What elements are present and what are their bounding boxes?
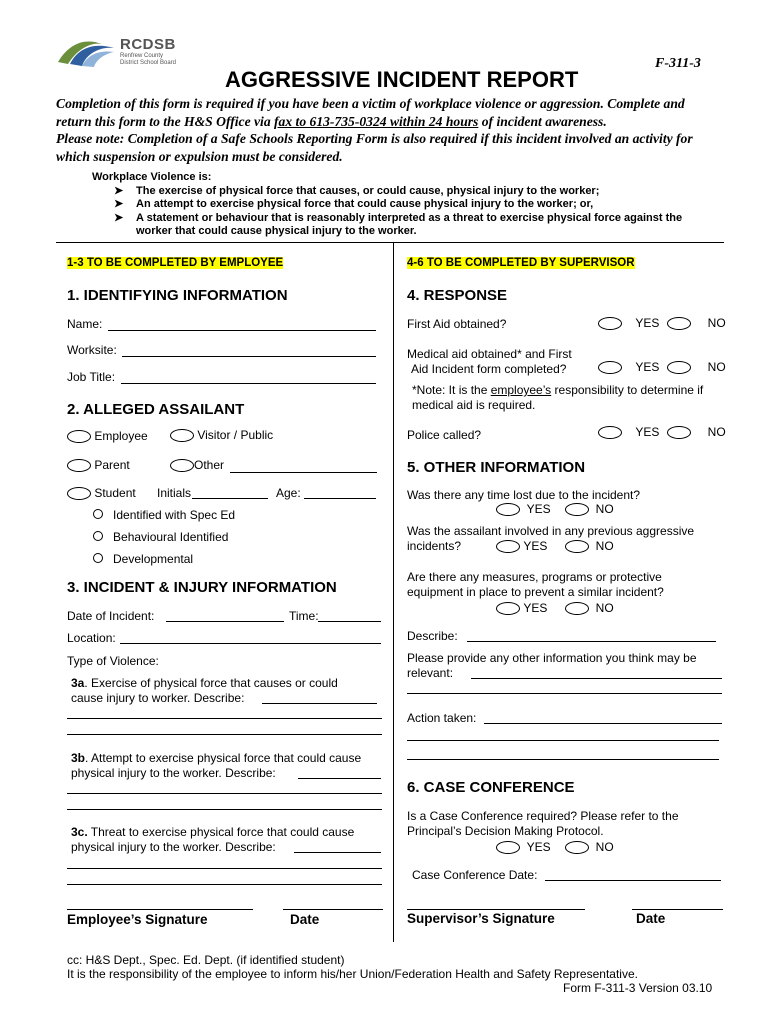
job-title-field[interactable]	[121, 369, 376, 384]
developmental-radio[interactable]	[93, 553, 103, 563]
worksite-field[interactable]	[122, 342, 376, 357]
time-lost-yes-radio[interactable]	[496, 503, 520, 516]
previous-incidents-label: Was the assailant involved in any previous aggressive incidents?	[407, 524, 695, 553]
police-no-radio[interactable]	[667, 426, 691, 439]
action-taken-label: Action taken:	[407, 711, 477, 725]
parent-radio[interactable]	[67, 459, 91, 472]
case-conference-question: Is a Case Conference required? Please refer to the Principal’s Decision Making Protocol.	[407, 809, 679, 838]
name-field[interactable]	[108, 316, 376, 331]
intro-text-b: of incident awareness.	[478, 113, 607, 129]
type-3c-text: Threat to exercise physical force that could cause physical injury to the worker. Describe:	[71, 825, 355, 854]
page-title: AGGRESSIVE INCIDENT REPORT	[225, 67, 579, 92]
previous-incidents-no-radio[interactable]	[565, 540, 589, 553]
medical-aid-yes[interactable]	[598, 360, 659, 374]
medical-aid-line-1: Medical aid obtained* and First	[407, 347, 572, 361]
action-taken-field-3[interactable]	[407, 747, 719, 760]
student-option[interactable]	[67, 486, 136, 500]
intro-text	[56, 95, 716, 165]
type-3b-field-1[interactable]	[67, 781, 382, 794]
action-taken-field-2[interactable]	[407, 728, 719, 741]
name-field-row	[67, 317, 102, 331]
case-conference-date-label: Case Conference Date:	[412, 868, 538, 882]
employee-date-field[interactable]	[283, 897, 383, 910]
type-3b-inline-field[interactable]	[298, 765, 381, 779]
medical-note-emphasis: employee’s	[490, 383, 552, 397]
yes-label: YES	[526, 840, 551, 854]
measures-label: Are there any measures, programs or protective equipment in place to prevent a similar incident?	[407, 570, 664, 599]
developmental-label: Developmental	[113, 552, 194, 566]
other-info-field-1[interactable]	[471, 666, 722, 679]
yes-label: YES	[635, 425, 660, 439]
violence-heading: Workplace Violence is:	[92, 171, 212, 183]
type-3b-text: . Attempt to exercise physical force that could cause physical injury to the worker. Describe:	[71, 751, 362, 780]
arrow-bullet-icon: ➤	[114, 184, 124, 197]
form-code: F-311-3	[655, 56, 701, 71]
date-of-incident-field[interactable]	[166, 608, 284, 622]
behavioural-label: Behavioural Identified	[113, 530, 229, 544]
other-field[interactable]	[230, 459, 377, 473]
case-conference-no-radio[interactable]	[565, 841, 589, 854]
first-aid-yes[interactable]	[598, 316, 659, 330]
type-3c-field-1[interactable]	[67, 856, 382, 869]
time-field[interactable]	[318, 608, 381, 622]
police-no[interactable]	[667, 425, 726, 439]
type-3a-field-1[interactable]	[67, 706, 382, 719]
visitor-radio[interactable]	[170, 429, 194, 442]
spec-ed-radio[interactable]	[93, 509, 103, 519]
behavioural-radio[interactable]	[93, 531, 103, 541]
medical-note-b: responsibility to determine if medical aid is required.	[412, 383, 704, 412]
first-aid-no[interactable]	[667, 316, 726, 330]
time-lost-label: Was there any time lost due to the incident?	[407, 488, 641, 502]
medical-note-a: *Note: It is the	[412, 383, 491, 397]
type-3c-inline-field[interactable]	[294, 839, 381, 853]
rcdsb-logo	[56, 36, 216, 70]
type-3a-text: . Exercise of physical force that causes or could cause injury to worker. Describe:	[71, 676, 338, 705]
supervisor-signature-field[interactable]	[407, 897, 585, 910]
police-yes[interactable]	[598, 425, 659, 439]
type-3b-label: 3b	[71, 751, 86, 765]
time-lost-no[interactable]	[565, 502, 614, 516]
other-label: Other	[194, 458, 225, 472]
parent-label: Parent	[94, 458, 130, 472]
violence-definition	[92, 171, 712, 239]
previous-incidents-yes[interactable]	[496, 539, 547, 553]
arrow-bullet-icon: ➤	[114, 211, 124, 224]
case-conference-no[interactable]	[565, 840, 614, 854]
action-taken-field-1[interactable]	[484, 710, 722, 724]
developmental-option[interactable]	[93, 552, 193, 566]
logo-swoosh-icon	[56, 36, 116, 68]
other-info-field-2[interactable]	[407, 681, 722, 694]
type-3a-label: 3a	[71, 676, 85, 690]
section-2-title: 2. ALLEGED ASSAILANT	[67, 401, 245, 418]
initials-label: Initials	[157, 486, 192, 500]
type-3a-field-2[interactable]	[67, 722, 382, 735]
yes-label: YES	[523, 601, 548, 615]
employee-signature-field[interactable]	[67, 897, 253, 910]
time-label: Time:	[289, 609, 319, 623]
top-divider	[56, 242, 724, 243]
employee-signature-label: Employee’s Signature	[67, 912, 208, 927]
employee-label: Employee	[94, 429, 148, 443]
medical-aid-no[interactable]	[667, 360, 726, 374]
measures-yes[interactable]	[496, 601, 547, 615]
initials-field[interactable]	[192, 485, 268, 499]
case-conference-yes[interactable]	[496, 840, 551, 854]
behavioural-option[interactable]	[93, 530, 228, 544]
supervisor-signature-label: Supervisor’s Signature	[407, 911, 555, 926]
no-label: NO	[595, 539, 614, 553]
yes-label: YES	[526, 502, 551, 516]
visitor-label: Visitor / Public	[197, 428, 274, 442]
age-field[interactable]	[304, 485, 376, 499]
measures-yes-radio[interactable]	[496, 602, 520, 615]
fax-instruction: fax to 613-735-0324 within 24 hours	[274, 113, 479, 129]
medical-note	[412, 383, 724, 413]
section-1-title: 1. IDENTIFYING INFORMATION	[67, 287, 288, 304]
type-3c-field-2[interactable]	[67, 872, 382, 885]
no-label: NO	[707, 425, 726, 439]
section-6-title: 6. CASE CONFERENCE	[407, 779, 575, 796]
footer-cc: cc: H&S Dept., Spec. Ed. Dept. (if identified student)	[67, 953, 345, 967]
yes-label: YES	[635, 360, 660, 374]
medical-aid-yes-radio[interactable]	[598, 361, 622, 374]
section-5-title: 5. OTHER INFORMATION	[407, 459, 586, 476]
previous-incidents-yes-radio[interactable]	[496, 540, 520, 553]
intro-note: Please note: Completion of a Safe Schools Reporting Form is also required if this incident involved an activity for which suspension or expulsion must be considered.	[56, 131, 693, 164]
no-label: NO	[595, 601, 614, 615]
yes-label: YES	[523, 539, 548, 553]
footer-responsibility: It is the responsibility of the employee to inform his/her Union/Federation Health and Safety Representative.	[67, 967, 638, 981]
type-3a-inline-field[interactable]	[262, 690, 377, 704]
section-4-title: 4. RESPONSE	[407, 287, 508, 304]
column-divider	[393, 242, 394, 942]
type-3b-field-2[interactable]	[67, 797, 382, 810]
supervisor-date-field[interactable]	[632, 897, 723, 910]
visitor-option[interactable]	[170, 428, 273, 442]
medical-aid-label	[407, 347, 572, 377]
other-radio[interactable]	[170, 459, 194, 472]
no-label: NO	[707, 316, 726, 330]
supervisor-date-label: Date	[636, 911, 666, 926]
other-option[interactable]	[170, 458, 224, 472]
logo-name: RCDSB	[120, 36, 176, 53]
describe-label: Describe:	[407, 629, 458, 643]
other-info-label: Please provide any other information you think may be relevant:	[407, 651, 697, 680]
case-conference-yes-radio[interactable]	[496, 841, 520, 854]
employee-banner: 1-3 TO BE COMPLETED BY EMPLOYEE	[67, 257, 284, 269]
first-aid-label: First Aid obtained?	[407, 317, 507, 331]
case-conference-date-field[interactable]	[545, 867, 721, 881]
student-label: Student	[94, 486, 136, 500]
time-lost-no-radio[interactable]	[565, 503, 589, 516]
student-radio[interactable]	[67, 487, 91, 500]
employee-radio[interactable]	[67, 430, 91, 443]
employee-date-label: Date	[290, 912, 320, 927]
section-3-title: 3. INCIDENT & INJURY INFORMATION	[67, 579, 337, 596]
first-aid-no-radio[interactable]	[667, 317, 691, 330]
footer-version: Form F-311-3 Version 03.10	[563, 981, 713, 995]
violence-item-3: A statement or behaviour that is reasonably interpreted as a threat to exercise physical force against the worker that could cause physical injury to the worker.	[136, 211, 683, 238]
first-aid-yes-radio[interactable]	[598, 317, 622, 330]
logo-line-2: District School Board	[120, 60, 177, 66]
employee-option[interactable]	[67, 429, 148, 443]
describe-field[interactable]	[467, 628, 716, 642]
type-of-violence-label: Type of Violence:	[67, 654, 159, 668]
violence-item-1: The exercise of physical force that causes, or could cause, physical injury to the worker;	[136, 184, 600, 197]
logo-line-1: Renfrew County	[120, 53, 164, 59]
police-yes-radio[interactable]	[598, 426, 622, 439]
police-label: Police called?	[407, 428, 482, 442]
spec-ed-label: Identified with Spec Ed	[113, 508, 236, 522]
arrow-bullet-icon: ➤	[114, 198, 124, 211]
type-3c-label: 3c.	[71, 825, 88, 839]
yes-label: YES	[635, 316, 660, 330]
measures-no[interactable]	[565, 601, 614, 615]
previous-incidents-no[interactable]	[565, 539, 614, 553]
time-lost-yes[interactable]	[496, 502, 551, 516]
medical-aid-line-2: Aid Incident form completed?	[411, 362, 567, 376]
violence-item-2: An attempt to exercise physical force that could cause physical injury to the worker; or,	[136, 198, 594, 211]
no-label: NO	[595, 840, 614, 854]
supervisor-banner: 4-6 TO BE COMPLETED BY SUPERVISOR	[407, 257, 635, 269]
worksite-label: Worksite:	[67, 343, 117, 357]
name-label: Name:	[67, 317, 103, 331]
date-of-incident-label: Date of Incident:	[67, 609, 155, 623]
no-label: NO	[595, 502, 614, 516]
no-label: NO	[707, 360, 726, 374]
parent-option[interactable]	[67, 458, 130, 472]
medical-aid-no-radio[interactable]	[667, 361, 691, 374]
location-label: Location:	[67, 631, 116, 645]
job-title-label: Job Title:	[67, 370, 116, 384]
location-field[interactable]	[120, 630, 381, 644]
intro-text-a: Completion of this form is required if you have been a victim of workplace violence or aggression. Complete and return this form to the H&S Office via	[56, 96, 685, 129]
age-label: Age:	[276, 486, 301, 500]
measures-no-radio[interactable]	[565, 602, 589, 615]
spec-ed-option[interactable]	[93, 508, 235, 522]
